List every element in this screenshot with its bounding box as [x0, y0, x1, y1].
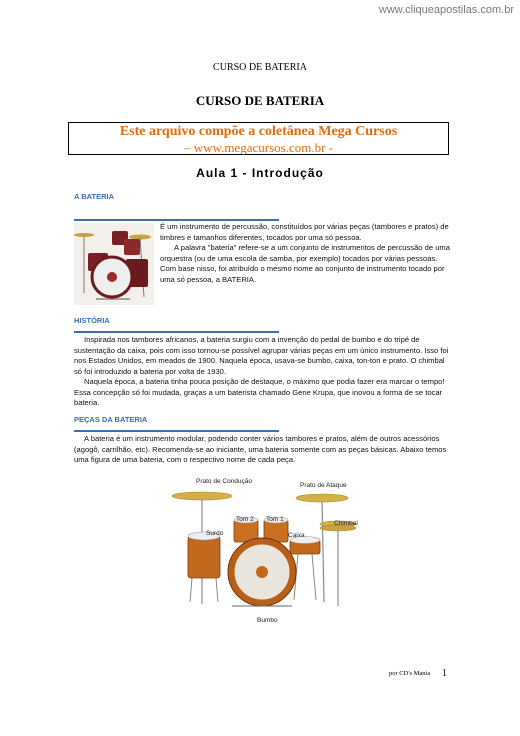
- section-rule: [74, 430, 279, 432]
- page-title: CURSO DE BATERIA: [195, 93, 325, 108]
- bateria-paragraph-2: A palavra "bateria" refere-se a um conjunto de instrumentos de percussão de uma orquestra (ou de uma escola de samba, por exemplo) tocados por várias pessoas. Com base nisso, foi atribuído o mesmo nome ao conjunto de instrumento tocado por uma só pessoa, a BATERIA.: [160, 243, 450, 284]
- label-prato-ataque: Prato de Ataque: [300, 482, 347, 489]
- section-heading-historia: HISTÓRIA: [74, 316, 110, 325]
- promo-box: [68, 122, 449, 155]
- drum-kit-diagram: [162, 474, 368, 626]
- bateria-paragraph-1: É um instrumento de percussão, constituídos por várias peças (tambores e pratos) de timbres e tamanhos diferentes, tocados por uma só pessoa.: [160, 222, 449, 242]
- promo-link[interactable]: – www.megacursos.com.br -: [184, 140, 333, 155]
- label-chimbal: Chimbal: [334, 520, 358, 527]
- historia-paragraph-1: Inspirada nos tambores africanos, a bateria surgiu com a invenção do pedal de bumbo e do tripé de sustentação da caixa, pois com isso tornou-se possível agrupar várias peças em um único instrumento. Isso foi nos Estados Unidos, em meados de 1900. Naquela época, usava-se bumbo, caixa, ton-ton e prato. O chimbal só foi introduzido a bateria por volta de 1930.: [74, 335, 449, 376]
- site-url: www.cliqueapostilas.com.br: [378, 4, 514, 16]
- label-bumbo: Bumbo: [257, 617, 278, 624]
- promo-line-1: Este arquivo compõe a coletânea Mega Cursos: [119, 124, 398, 139]
- pecas-text: [74, 434, 450, 466]
- lesson-title: Aula 1 - Introdução: [196, 166, 324, 180]
- page-number: 1: [442, 668, 447, 679]
- section-rule: [74, 331, 279, 333]
- pecas-paragraph-1: A bateria é um instrumento modular, podendo conter vários tambores e pratos, além de outros acessórios (agogô, carrilhão, etc). Recomenda-se ao iniciante, uma bateria somente com as peças básicas. Abaixo temos uma figura de uma bateria, com o respectivo nome de cada peça.: [74, 434, 447, 464]
- historia-text: [74, 335, 450, 409]
- label-prato-conducao: Prato de Condução: [196, 478, 253, 485]
- section-rule: [74, 219, 279, 221]
- header-title: CURSO DE BATERIA: [213, 62, 307, 73]
- historia-paragraph-2: Naquela época, a bateria tinha pouca posição de destaque, o máximo que podia fazer era marcar o tempo! Essa concepção só foi mudada, graças a um baterista chamado Gene Krupa, que inovou a forma de se tocar bateria.: [74, 377, 445, 407]
- label-tom2: Tom 2: [236, 516, 254, 523]
- label-caixa: Caixa: [288, 532, 305, 539]
- label-surdo: Surdo: [206, 530, 224, 537]
- footer-note: por CD's Mania: [389, 670, 431, 677]
- label-tom1: Tom 1: [266, 516, 284, 523]
- bateria-text: [160, 222, 450, 285]
- drum-kit-photo: [74, 223, 154, 305]
- section-heading-pecas: PEÇAS DA BATERIA: [74, 415, 148, 424]
- section-heading-bateria: A BATERIA: [74, 192, 114, 201]
